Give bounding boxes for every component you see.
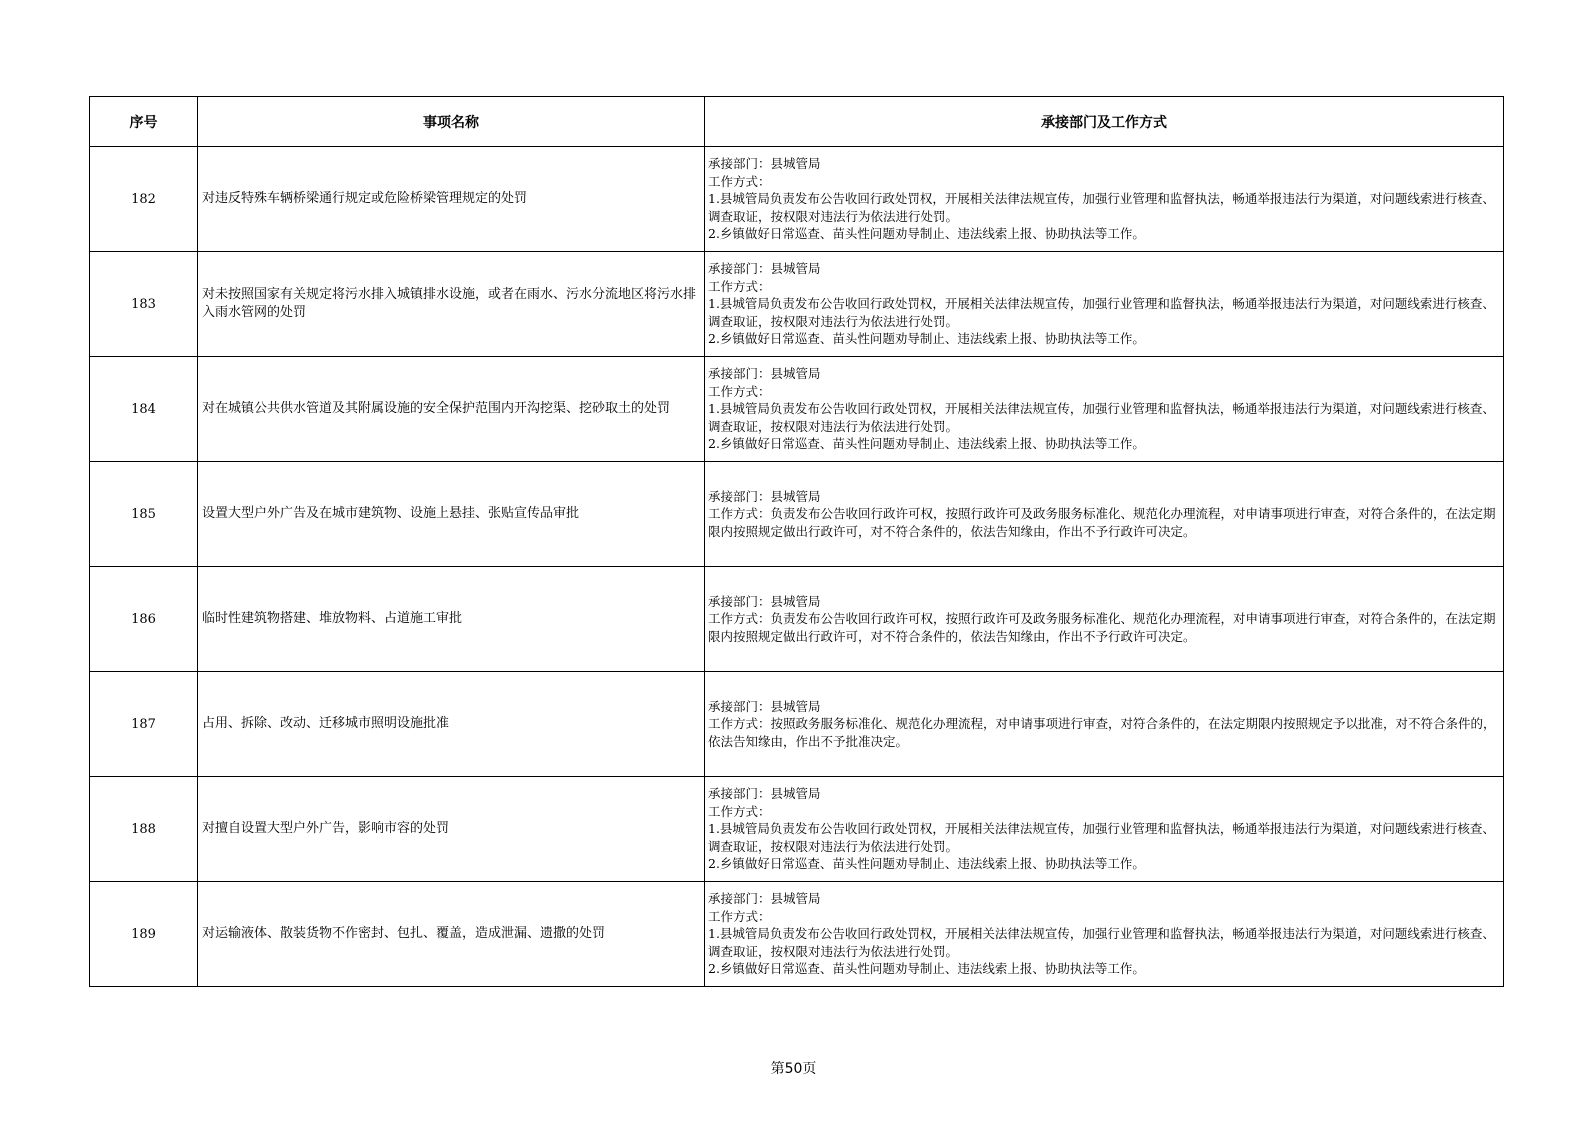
table-row [90, 252, 1504, 357]
header-dept-method: 承接部门及工作方式 [705, 97, 1504, 147]
dept-method-line: 承接部门：县城管局 [708, 488, 821, 504]
row-item-name: 设置大型户外广告及在城市建筑物、设施上悬挂、张贴宣传品审批 [198, 462, 705, 567]
row-dept-method [705, 252, 1504, 357]
page-number: 第50页 [770, 1061, 817, 1077]
dept-method-line: 承接部门：县城管局 [708, 698, 821, 714]
dept-method-line: 工作方式：负责发布公告收回行政许可权，按照行政许可及政务服务标准化、规范化办理流程，对申请事项进行审查，对符合条件的，在法定期限内按照规定做出行政许可，对不符合条件的，依法告知缘由，作出不予行政许可决定。 [708, 506, 1496, 539]
dept-method-line: 工作方式： [708, 908, 771, 924]
table-row [90, 672, 1504, 777]
row-index: 185 [90, 462, 198, 567]
row-index: 186 [90, 567, 198, 672]
row-index: 187 [90, 672, 198, 777]
dept-method-line: 工作方式：按照政务服务标准化、规范化办理流程，对申请事项进行审查，对符合条件的，在法定期限内按照规定予以批准，对不符合条件的，依法告知缘由，作出不予批准决定。 [708, 716, 1496, 749]
dept-method-line: 承接部门：县城管局 [708, 156, 821, 172]
row-item-name: 临时性建筑物搭建、堆放物料、占道施工审批 [198, 567, 705, 672]
dept-method-line: 1.县城管局负责发布公告收回行政处罚权，开展相关法律法规宣传，加强行业管理和监督执法，畅通举报违法行为渠道，对问题线索进行核查、调查取证，按权限对违法行为依法进行处罚。 [708, 926, 1495, 959]
dept-method-line: 1.县城管局负责发布公告收回行政处罚权，开展相关法律法规宣传，加强行业管理和监督执法，畅通举报违法行为渠道，对问题线索进行核查、调查取证，按权限对违法行为依法进行处罚。 [708, 401, 1495, 434]
header-index: 序号 [90, 97, 198, 147]
row-item-name: 对未按照国家有关规定将污水排入城镇排水设施，或者在雨水、污水分流地区将污水排入雨水管网的处罚 [198, 252, 705, 357]
table-row [90, 777, 1504, 882]
row-index: 183 [90, 252, 198, 357]
table-body [90, 147, 1504, 987]
row-item-name: 对在城镇公共供水管道及其附属设施的安全保护范围内开沟挖渠、挖砂取土的处罚 [198, 357, 705, 462]
row-index: 184 [90, 357, 198, 462]
row-dept-method [705, 357, 1504, 462]
table-header-row [90, 97, 1504, 147]
dept-method-line: 工作方式： [708, 173, 771, 189]
dept-method-line: 工作方式：负责发布公告收回行政许可权，按照行政许可及政务服务标准化、规范化办理流程，对申请事项进行审查，对符合条件的，在法定期限内按照规定做出行政许可，对不符合条件的，依法告知缘由，作出不予行政许可决定。 [708, 611, 1496, 644]
dept-method-line: 承接部门：县城管局 [708, 261, 821, 277]
header-item-name: 事项名称 [198, 97, 705, 147]
dept-method-line: 工作方式： [708, 383, 771, 399]
row-dept-method [705, 882, 1504, 987]
dept-method-line: 承接部门：县城管局 [708, 366, 821, 382]
dept-method-line: 2.乡镇做好日常巡查、苗头性问题劝导制止、违法线索上报、协助执法等工作。 [708, 961, 1145, 977]
matters-table-container [89, 96, 1503, 987]
dept-method-line: 2.乡镇做好日常巡查、苗头性问题劝导制止、违法线索上报、协助执法等工作。 [708, 226, 1145, 242]
row-item-name: 对运输液体、散装货物不作密封、包扎、覆盖，造成泄漏、遗撒的处罚 [198, 882, 705, 987]
row-item-name: 对擅自设置大型户外广告，影响市容的处罚 [198, 777, 705, 882]
table-row [90, 462, 1504, 567]
row-index: 189 [90, 882, 198, 987]
row-dept-method [705, 777, 1504, 882]
dept-method-line: 承接部门：县城管局 [708, 786, 821, 802]
dept-method-line: 工作方式： [708, 278, 771, 294]
row-item-name: 对违反特殊车辆桥梁通行规定或危险桥梁管理规定的处罚 [198, 147, 705, 252]
dept-method-line: 2.乡镇做好日常巡查、苗头性问题劝导制止、违法线索上报、协助执法等工作。 [708, 436, 1145, 452]
dept-method-line: 承接部门：县城管局 [708, 593, 821, 609]
dept-method-line: 2.乡镇做好日常巡查、苗头性问题劝导制止、违法线索上报、协助执法等工作。 [708, 856, 1145, 872]
dept-method-line: 工作方式： [708, 803, 771, 819]
row-dept-method [705, 672, 1504, 777]
row-index: 188 [90, 777, 198, 882]
matters-table [89, 96, 1504, 987]
row-dept-method [705, 147, 1504, 252]
row-item-name: 占用、拆除、改动、迁移城市照明设施批准 [198, 672, 705, 777]
dept-method-line: 1.县城管局负责发布公告收回行政处罚权，开展相关法律法规宣传，加强行业管理和监督执法，畅通举报违法行为渠道，对问题线索进行核查、调查取证，按权限对违法行为依法进行处罚。 [708, 821, 1495, 854]
dept-method-line: 2.乡镇做好日常巡查、苗头性问题劝导制止、违法线索上报、协助执法等工作。 [708, 331, 1145, 347]
row-index: 182 [90, 147, 198, 252]
dept-method-line: 1.县城管局负责发布公告收回行政处罚权，开展相关法律法规宣传，加强行业管理和监督执法，畅通举报违法行为渠道，对问题线索进行核查、调查取证，按权限对违法行为依法进行处罚。 [708, 296, 1495, 329]
row-dept-method [705, 567, 1504, 672]
dept-method-line: 承接部门：县城管局 [708, 891, 821, 907]
table-row [90, 882, 1504, 987]
dept-method-line: 1.县城管局负责发布公告收回行政处罚权，开展相关法律法规宣传，加强行业管理和监督执法，畅通举报违法行为渠道，对问题线索进行核查、调查取证，按权限对违法行为依法进行处罚。 [708, 191, 1495, 224]
row-dept-method [705, 462, 1504, 567]
table-row [90, 357, 1504, 462]
table-row [90, 147, 1504, 252]
table-row [90, 567, 1504, 672]
